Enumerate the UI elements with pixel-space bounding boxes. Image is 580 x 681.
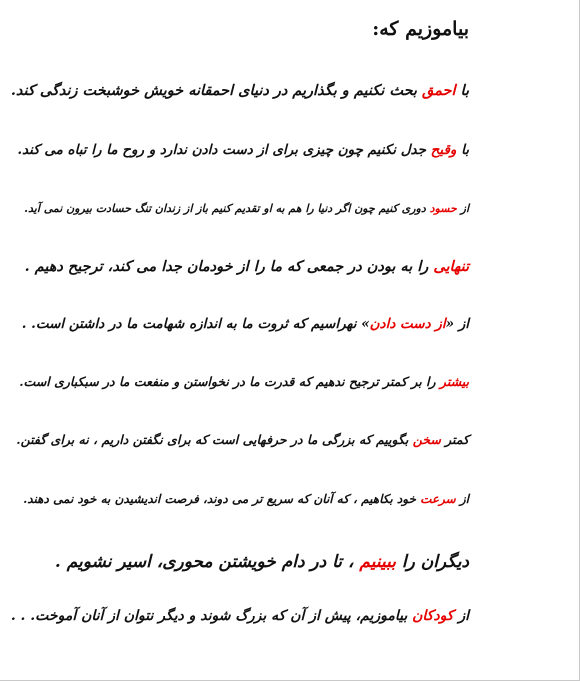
highlighted-word: احمق xyxy=(422,82,456,99)
text-line xyxy=(22,316,469,332)
highlighted-word: ببینیم xyxy=(359,552,396,572)
line-rest: بیاموزیم، پیش از آن که بزرگ شوند و دیگر نتوان از آنان آموخت. . . xyxy=(10,608,413,624)
line-prefix: از « xyxy=(445,316,469,332)
document-heading: بیاموزیم که: xyxy=(372,18,469,40)
text-line xyxy=(24,202,469,215)
highlighted-word: وقیح xyxy=(430,142,457,158)
line-rest: جدل نکنیم چون چیزی برای از دست دادن ندارد و روح ما را تباه می کند. xyxy=(17,142,431,158)
line-prefix: کمتر xyxy=(440,432,469,447)
line-rest: ، تا در دام خویشتن محوری، اسیر نشویم . xyxy=(54,552,360,572)
line-prefix: از xyxy=(453,608,469,624)
highlighted-word: حسود xyxy=(429,202,457,215)
text-line xyxy=(17,142,469,158)
text-line xyxy=(55,552,469,572)
highlighted-word: سرعت xyxy=(420,492,456,506)
line-rest: را بر کمتر ترجیح ندهیم که قدرت ما در نخواستن و منفعت ما در سبکباری است. xyxy=(19,374,440,389)
line-prefix: با xyxy=(456,142,469,158)
line-rest: بگوییم که بزرگی ما در حرفهایی است که برای نگفتن داریم ، نه برای گفتن. xyxy=(16,432,413,447)
line-rest: را به بودن در جمعی که ما را از خودمان جدا می کند، ترجیح دهیم . xyxy=(24,258,434,275)
text-line xyxy=(11,608,469,624)
line-prefix: از xyxy=(455,492,469,506)
line-rest: » نهراسیم که ثروت ما به اندازه شهامت ما در داشتن است. . xyxy=(21,316,370,332)
highlighted-word: از دست دادن xyxy=(369,316,446,332)
highlighted-word: تنهایی xyxy=(433,258,469,275)
text-line xyxy=(16,432,469,447)
highlighted-word: سخن xyxy=(412,432,441,447)
line-rest: بحث نکنیم و بگذاریم در دنیای احمقانه خویش خوشبخت زندگی کند. xyxy=(10,82,423,99)
line-prefix: دیگران را xyxy=(395,552,469,572)
line-rest: خود بکاهیم ، که آنان که سریع تر می دوند، فرصت اندیشیدن به خود نمی دهند. xyxy=(23,492,421,506)
text-line xyxy=(11,82,469,99)
highlighted-word: بیشتر xyxy=(439,374,469,389)
line-prefix: از xyxy=(456,202,469,215)
text-line xyxy=(19,374,469,389)
text-line xyxy=(23,492,469,506)
line-rest: دوری کنیم چون اگر دنیا را هم به او تقدیم کنیم باز از زندان تنگ حسادت بیرون نمی آید. xyxy=(24,202,430,215)
line-prefix: با xyxy=(455,82,469,99)
text-line xyxy=(25,258,469,275)
highlighted-word: کودکان xyxy=(412,608,454,624)
